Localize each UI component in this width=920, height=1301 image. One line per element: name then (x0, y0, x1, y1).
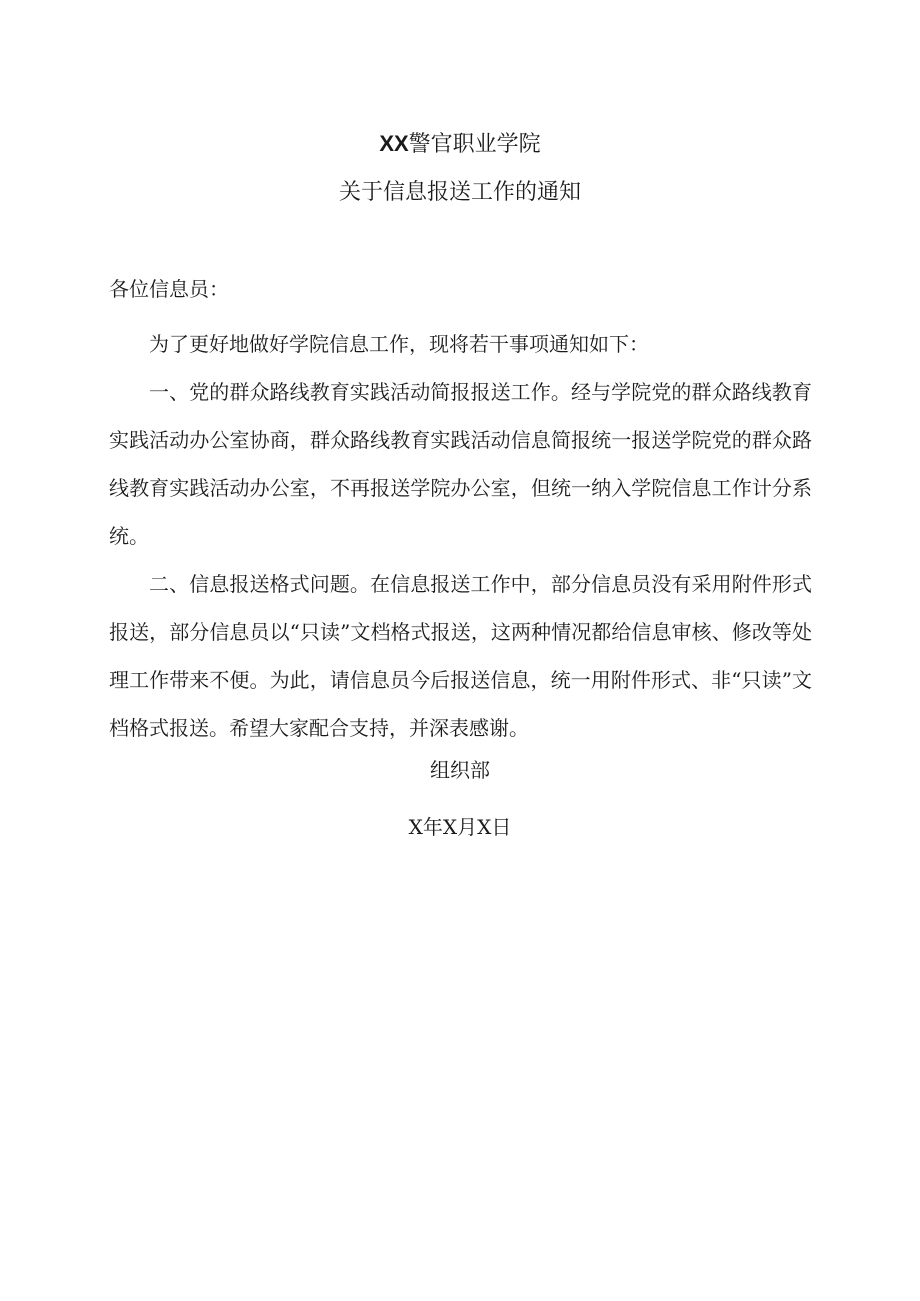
org-name-prefix: XX (379, 131, 409, 156)
item-two-paragraph: 二、信息报送格式问题。在信息报送工作中，部分信息员没有采用附件形式报送，部分信息员以“只读”文档格式报送，这两种情况都给信息审核、修改等处理工作带来不便。为此，请信息员今后报送信息，统一用附件形式、非“只读”文档格式报送。希望大家配合支持，并深表感谢。 (109, 572, 812, 740)
salutation: 各位信息员： (109, 277, 229, 301)
notice-title: 关于信息报送工作的通知 (338, 180, 581, 205)
signature-department: 组织部 (430, 758, 490, 782)
document-org-title (0, 129, 920, 160)
org-name: 警官职业学院 (408, 132, 541, 157)
item-one-paragraph: 一、党的群众路线教育实践活动简报报送工作。经与学院党的群众路线教育实践活动办公室协商，群众路线教育实践活动信息简报统一报送学院党的群众路线教育实践活动办公室，不再报送学院办公室，但统一纳入学院信息工作计分系统。 (109, 380, 812, 548)
signature-date: X年X月X日 (408, 815, 512, 839)
intro-paragraph: 为了更好地做好学院信息工作，现将若干事项通知如下： (149, 332, 649, 356)
notice-body (109, 320, 812, 752)
